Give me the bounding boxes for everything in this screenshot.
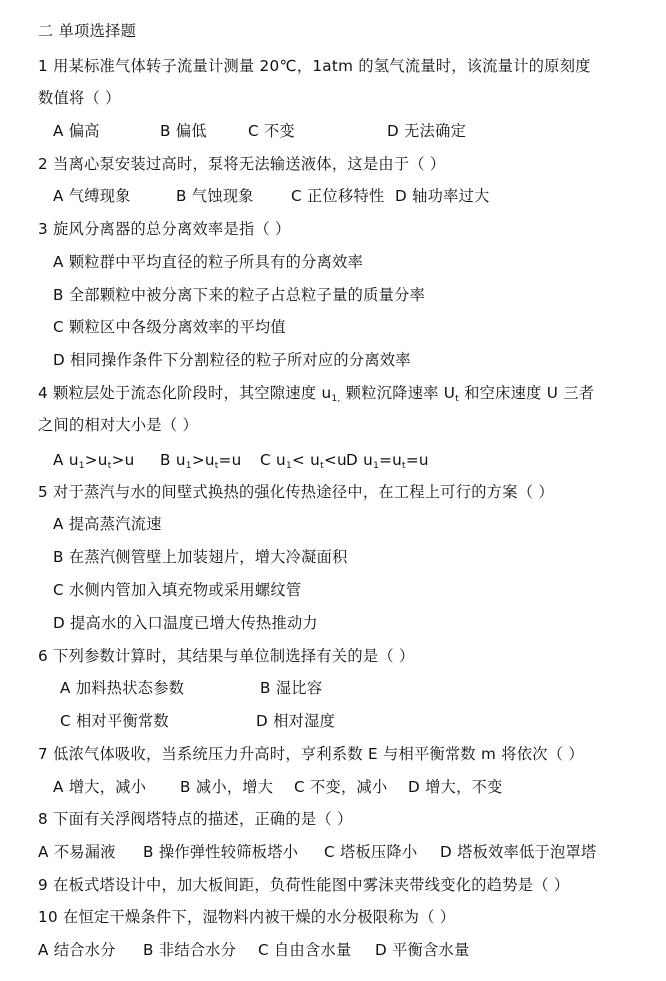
question-8-stem: 8 下面有关浮阀塔特点的描述，正确的是（ ） — [38, 810, 353, 828]
question-1-option-a: A 偏高 — [53, 122, 100, 140]
question-7-option-a: A 增大，减小 — [53, 778, 147, 796]
question-5-stem: 5 对于蒸汽与水的间壁式换热的强化传热途径中，在工程上可行的方案（ ） — [38, 483, 554, 501]
question-7-option-c: C 不变，减小 — [294, 778, 388, 796]
question-6-option-c: C 相对平衡常数 — [60, 712, 169, 730]
question-4-stem-line-2: 之间的相对大小是（ ） — [38, 416, 199, 434]
question-10-option-a: A 结合水分 — [38, 941, 116, 959]
question-2-option-d: D 轴功率过大 — [395, 187, 490, 205]
question-6-stem: 6 下列参数计算时，其结果与单位制选择有关的是（ ） — [38, 647, 415, 665]
question-4-option-a: A $u_1>u_t>u$ — [53, 451, 135, 471]
question-1-option-c: C 不变 — [248, 122, 296, 140]
question-2-option-a: A 气缚现象 — [53, 187, 131, 205]
question-4-stem-line-1: 4 颗粒层处于流态化阶段时，其空隙速度 $u_{1,}$ 颗粒沉降速率 $U_t$ 和空床速度 U 三者 — [38, 384, 595, 404]
question-8-option-a: A 不易漏液 — [38, 843, 116, 861]
question-6-option-d: D 相对湿度 — [256, 712, 336, 730]
question-10-stem: 10 在恒定干燥条件下，湿物料内被干燥的水分极限称为（ ） — [38, 908, 456, 926]
question-6-option-b: B 湿比容 — [260, 679, 323, 697]
question-4-option-d: D $u_1=u_t=u$ — [346, 451, 429, 471]
question-2-option-b: B 气蚀现象 — [176, 187, 254, 205]
question-3-option-d: D 相同操作条件下分割粒径的粒子所对应的分离效率 — [53, 351, 411, 369]
question-10-option-b: B 非结合水分 — [143, 941, 237, 959]
question-5-option-d: D 提高水的入口温度已增大传热推动力 — [53, 614, 318, 632]
question-8-option-d: D 塔板效率低于泡罩塔 — [440, 843, 597, 861]
question-3-option-c: C 颗粒区中各级分离效率的平均值 — [53, 318, 286, 336]
question-4-option-b: B $u_1>u_t=u$ — [160, 451, 242, 471]
question-5-option-b: B 在蒸汽侧管壁上加装翅片，增大冷凝面积 — [53, 548, 348, 566]
question-8-option-c: C 塔板压降小 — [324, 843, 418, 861]
question-10-option-d: D 平衡含水量 — [375, 941, 470, 959]
question-4-option-c: C $u_1< u_t<u$ — [260, 451, 347, 471]
question-5-option-c: C 水侧内管加入填充物或采用螺纹管 — [53, 581, 302, 599]
question-9-stem: 9 在板式塔设计中，加大板间距，负荷性能图中雾沫夹带线变化的趋势是（ ） — [38, 876, 570, 894]
question-1-option-d: D 无法确定 — [387, 122, 467, 140]
question-6-option-a: A 加料热状态参数 — [60, 679, 185, 697]
question-7-stem: 7 低浓气体吸收，当系统压力升高时，亨利系数 E 与相平衡常数 m 将依次（ ） — [38, 745, 584, 763]
section-title: 二 单项选择题 — [38, 22, 137, 40]
question-2-option-c: C 正位移特性 — [291, 187, 385, 205]
question-3-option-b: B 全部颗粒中被分离下来的粒子占总粒子量的质量分率 — [53, 286, 426, 304]
question-1-stem-line-2: 数值将（ ） — [38, 89, 121, 107]
question-7-option-d: D 增大，不变 — [408, 778, 503, 796]
question-5-option-a: A 提高蒸汽流速 — [53, 515, 162, 533]
question-8-option-b: B 操作弹性较筛板塔小 — [143, 843, 299, 861]
question-3-option-a: A 颗粒群中平均直径的粒子所具有的分离效率 — [53, 253, 364, 271]
question-7-option-b: B 减小，增大 — [180, 778, 274, 796]
question-1-option-b: B 偏低 — [160, 122, 207, 140]
question-2-stem: 2 当离心泵安装过高时，泵将无法输送液体，这是由于（ ） — [38, 155, 446, 173]
question-1-stem-line-1: 1 用某标准气体转子流量计测量 20℃，1atm 的氢气流量时，该流量计的原刻度 — [38, 57, 591, 75]
question-10-option-c: C 自由含水量 — [258, 941, 352, 959]
question-3-stem: 3 旋风分离器的总分离效率是指（ ） — [38, 220, 291, 238]
